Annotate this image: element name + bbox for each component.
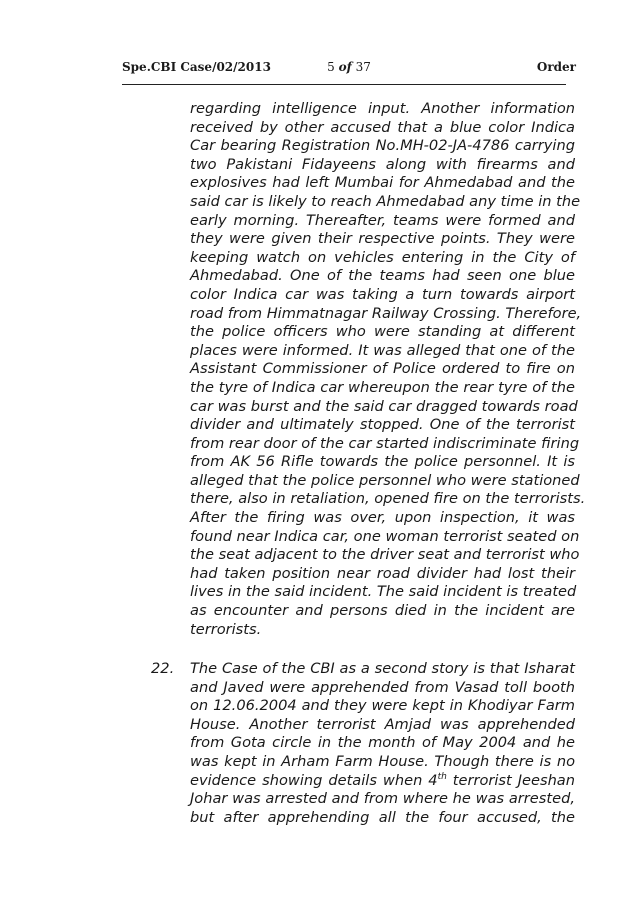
paragraph-line: early morning. Thereafter, teams were formed and [190,211,575,229]
page-total: 37 [355,60,371,74]
paragraph-line: as encounter and persons died in the incident are [190,602,575,620]
paragraph-line: divider and ultimately stopped. One of the terrorist [190,416,575,434]
paragraph-number: 22. [151,660,175,677]
paragraph-line: from Gota circle in the month of May 2004 and he [190,734,575,752]
paragraph-line: but after apprehending all the four accused, the [190,808,575,826]
paragraph-line: the police officers who were standing at different [190,323,575,341]
paragraph-line: the tyre of Indica car whereupon the rear tyre of the [190,378,575,396]
page-of: of [338,60,352,74]
paragraph-line: alleged that the police personnel who were stationed [190,471,580,489]
line-text: evidence showing details when 4 [190,771,438,789]
paragraph-line: car was burst and the said car dragged towards road [190,397,578,415]
paragraph-line: was kept in Arham Farm House. Though there is no [190,752,575,770]
paragraph-line: explosives had left Mumbai for Ahmedabad and the [190,174,575,192]
paragraph-line: found near Indica car, one woman terrorist seated on [190,527,580,545]
paragraph-line: places were informed. It was alleged that one of the [190,341,575,359]
paragraph-continued [190,100,586,639]
paragraph-line: The Case of the CBI as a second story is that Isharat [190,660,575,677]
paragraph-line: said car is likely to reach Ahmedabad any time in the [190,192,581,210]
paragraph-line: and Javed were apprehended from Vasad toll booth [190,678,575,696]
paragraph-line: Assistant Commissioner of Police ordered to fire on [190,360,575,378]
paragraph-line: Car bearing Registration No.MH-02-JA-4786 carrying [190,137,575,155]
paragraph-line: keeping watch on vehicles entering in the City of [190,248,575,266]
case-number: Spe.CBI Case/02/2013 [122,60,271,74]
line-text: terrorist Jeeshan [446,771,576,789]
paragraph-line: had taken position near road divider had lost their [190,564,575,582]
paragraph-line: received by other accused that a blue color Indica [190,118,575,136]
paragraph-line: Ahmedabad. One of the teams had seen one blue [190,267,575,285]
paragraph-line [190,772,575,791]
paragraph-line: there, also in retaliation, opened fire on the terrorists. [190,490,586,508]
paragraph-line: regarding intelligence input. Another information [190,100,575,117]
header-rule [122,84,566,85]
paragraph-line: After the firing was over, upon inspection, it was [190,509,575,527]
paragraph-line: lives in the said incident. The said incident is treated [190,583,577,601]
paragraph-line: Johar was arrested and from where he was arrested, [190,790,575,808]
superscript: th [437,771,447,782]
page-indicator [122,60,576,74]
paragraph-line: color Indica car was taking a turn towards airport [190,285,575,303]
paragraph-line: from AK 56 Rifle towards the police personnel. It is [190,453,575,471]
page-header [122,60,576,78]
paragraph-line: terrorists. [190,620,262,638]
document-type: Order [536,60,576,74]
paragraph-line: the seat adjacent to the driver seat and terrorist who [190,546,580,564]
paragraph-22 [190,660,575,827]
paragraph-line: they were given their respective points. They were [190,230,575,248]
page-current: 5 [327,60,335,74]
paragraph-line: from rear door of the car started indiscriminate firing [190,434,580,452]
paragraph-line: House. Another terrorist Amjad was apprehended [190,715,575,733]
paragraph-line: on 12.06.2004 and they were kept in Khodiyar Farm [190,697,575,715]
paragraph-line: two Pakistani Fidayeens along with firearms and [190,155,575,173]
paragraph-line: road from Himmatnagar Railway Crossing. Therefore, [190,304,582,322]
